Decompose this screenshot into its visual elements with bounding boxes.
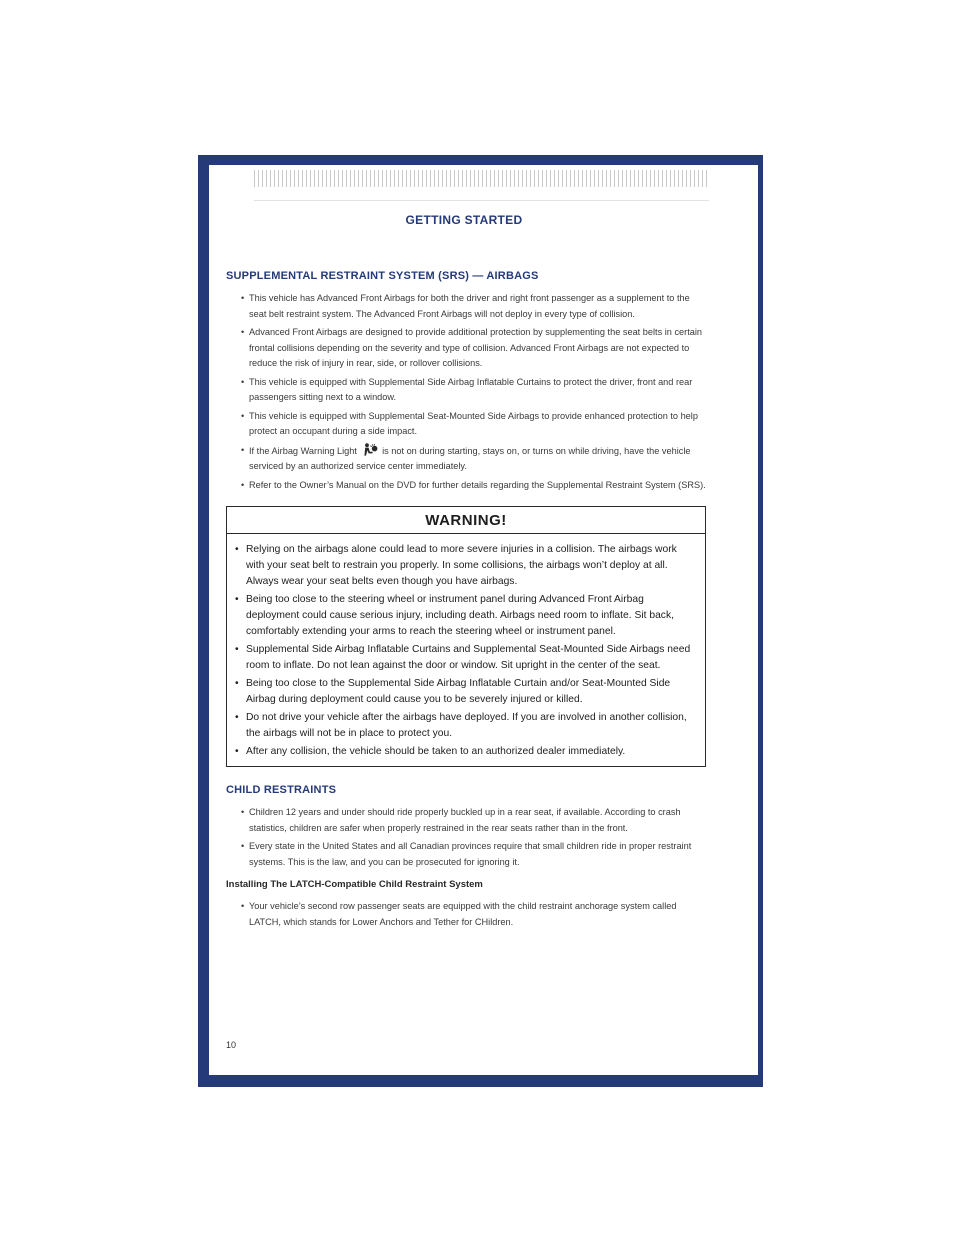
- page-number: 10: [226, 1040, 237, 1050]
- warning-box: [226, 506, 706, 767]
- header-ruler: [254, 170, 709, 187]
- warning-item: • Being too close to the Supplemental Side Airbag Inflatable Curtain and/or Seat-Mounted Side Airbag during deployment could cause you to be severely injured or killed.: [235, 676, 697, 708]
- warning-body: [227, 534, 705, 766]
- header-divider: [254, 200, 709, 201]
- srs-bullet: • This vehicle is equipped with Supplemental Seat-Mounted Side Airbags to provide enhanced protection to help protect an occupant during a side impact.: [226, 409, 706, 440]
- section-header: GETTING STARTED: [405, 213, 523, 227]
- srs-bullet: • This vehicle has Advanced Front Airbags for both the driver and right front passenger as a supplement to the seat belt restraint system. The Advanced Front Airbags will not deploy in every type of collision.: [226, 291, 706, 322]
- airbag-warning-icon: [362, 443, 378, 456]
- srs-bullet-list: [226, 291, 706, 493]
- latch-bullet-list: [226, 899, 706, 930]
- warning-list: [235, 542, 697, 760]
- child-bullet-list: [226, 805, 706, 870]
- latch-bullet: • Your vehicle’s second row passenger seats are equipped with the child restraint anchorage system called LATCH, which stands for Lower Anchors and Tether for CHildren.: [226, 899, 706, 930]
- srs-bullet-warning-light: [226, 443, 706, 475]
- srs-heading: SUPPLEMENTAL RESTRAINT SYSTEM (SRS) — AIRBAGS: [226, 270, 539, 282]
- warning-item: • Being too close to the steering wheel or instrument panel during Advanced Front Airbag deployment could cause serious injury, including death. Airbags need room to inflate. Sit back, comfortably extending your arms to reach the steering wheel or instrument panel.: [235, 592, 697, 640]
- warning-item: • Supplemental Side Airbag Inflatable Curtains and Supplemental Seat-Mounted Side Airbags need room to inflate. Do not lean against the door or window. Sit upright in the center of the seat.: [235, 642, 697, 674]
- warning-light-text-pre: If the Airbag Warning Light: [249, 445, 357, 456]
- srs-bullet: • This vehicle is equipped with Supplemental Side Airbag Inflatable Curtains to protect the driver, front and rear passengers sitting next to a window.: [226, 375, 706, 406]
- warning-title: WARNING!: [227, 507, 705, 534]
- warning-light-text-post: is not on during starting, stays on, or turns on while driving, have the vehicle serviced by an authorized service center immediately.: [249, 445, 691, 471]
- child-restraints-heading: CHILD RESTRAINTS: [226, 784, 337, 796]
- warning-item: • Do not drive your vehicle after the airbags have deployed. If you are involved in another collision, the airbags will not be in place to protect you.: [235, 710, 697, 742]
- warning-item: • Relying on the airbags alone could lead to more severe injuries in a collision. The airbags work with your seat belt to restrain you properly. In some collisions, the airbags won’t deploy at all. Always wear your seat belts even though you have airbags.: [235, 542, 697, 590]
- page-content: [226, 270, 706, 933]
- srs-bullet: • Refer to the Owner’s Manual on the DVD for further details regarding the Supplemental Restraint System (SRS).: [226, 478, 706, 494]
- srs-bullet: • Advanced Front Airbags are designed to provide additional protection by supplementing the seat belts in certain frontal collisions depending on the severity and type of collision. Advanced Front Airbags are not expected to reduce the risk of injury in rear, side, or rollover collisions.: [226, 325, 706, 372]
- latch-heading: Installing The LATCH-Compatible Child Restraint System: [226, 879, 483, 890]
- warning-item: • After any collision, the vehicle should be taken to an authorized dealer immediately.: [235, 744, 697, 760]
- child-bullet: • Children 12 years and under should ride properly buckled up in a rear seat, if available. According to crash statistics, children are safer when properly restrained in the rear seats rather than in the front.: [226, 805, 706, 836]
- child-bullet: • Every state in the United States and all Canadian provinces require that small children ride in proper restraint systems. This is the law, and you can be prosecuted for ignoring it.: [226, 839, 706, 870]
